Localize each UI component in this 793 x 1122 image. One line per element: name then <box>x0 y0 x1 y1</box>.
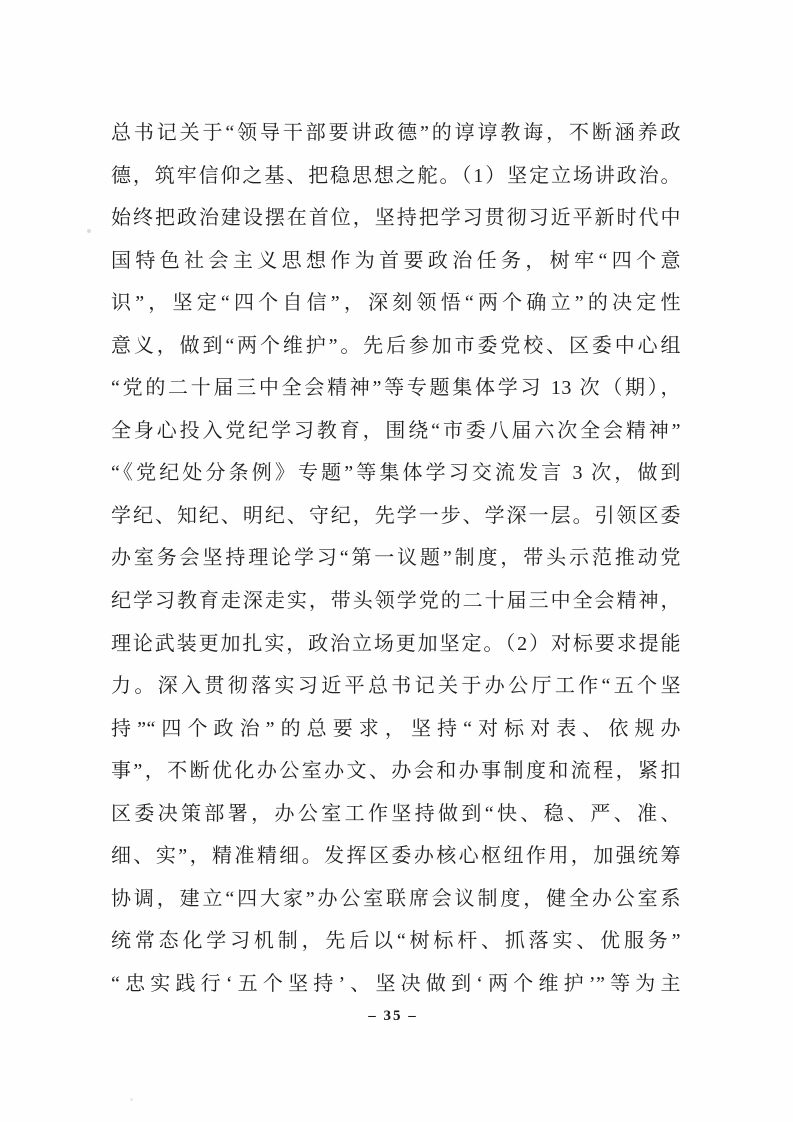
text-line: 协调，建立“四大家”办公室联席会议制度，健全办公室系 <box>111 887 681 910</box>
page-number: – 35 – <box>368 1008 418 1024</box>
text-line: 统常态化学习机制，先后以“树标杆、抓落实、优服务” <box>111 930 681 953</box>
scan-speck <box>87 229 91 233</box>
text-line: 国特色社会主义思想作为首要政治任务，树牢“四个意 <box>111 249 681 272</box>
text-line: 办室务会坚持理论学习“第一议题”制度，带头示范推动党 <box>111 547 681 570</box>
text-line: 全身心投入党纪学习教育，围绕“市委八届六次全会精神” <box>111 419 681 442</box>
text-line: 始终把政治建设摆在首位，坚持把学习贯彻习近平新时代中 <box>111 207 681 230</box>
text-line: “《党纪处分条例》专题”等集体学习交流发言 3 次，做到 <box>111 462 681 485</box>
text-line: 力。深入贯彻落实习近平总书记关于办公厅工作“五个坚 <box>111 675 681 698</box>
text-line: 细、实”，精准精细。发挥区委办核心枢纽作用，加强统筹 <box>111 845 681 868</box>
text-line: 纪学习教育走深走实，带头领学党的二十届三中全会精神， <box>111 590 681 613</box>
text-line: 理论武装更加扎实，政治立场更加坚定。（2）对标要求提能 <box>111 632 681 655</box>
text-line: 德，筑牢信仰之基、把稳思想之舵。（1）坚定立场讲政治。 <box>111 164 681 187</box>
text-line: 学纪、知纪、明纪、守纪，先学一步、学深一层。引领区委 <box>111 504 681 527</box>
text-line: 区委决策部署，办公室工作坚持做到“快、稳、严、准、 <box>111 802 681 825</box>
text-line: 识”，坚定“四个自信”，深刻领悟“两个确立”的决定性 <box>111 292 681 315</box>
scan-speck <box>130 1098 133 1101</box>
text-line: “忠实践行‘五个坚持’、坚决做到‘两个维护’”等为主 <box>111 972 681 995</box>
text-line: 意义，做到“两个维护”。先后参加市委党校、区委中心组 <box>111 334 681 357</box>
text-line: 总书记关于“领导干部要讲政德”的谆谆教诲，不断涵养政 <box>111 122 681 144</box>
text-line: “党的二十届三中全会精神”等专题集体学习 13 次（期）， <box>111 377 681 400</box>
body-text-block <box>111 112 681 1005</box>
text-line: 持”“四个政治”的总要求，坚持“对标对表、依规办 <box>111 717 681 740</box>
text-line: 事”，不断优化办公室办文、办会和办事制度和流程，紧扣 <box>111 760 681 783</box>
